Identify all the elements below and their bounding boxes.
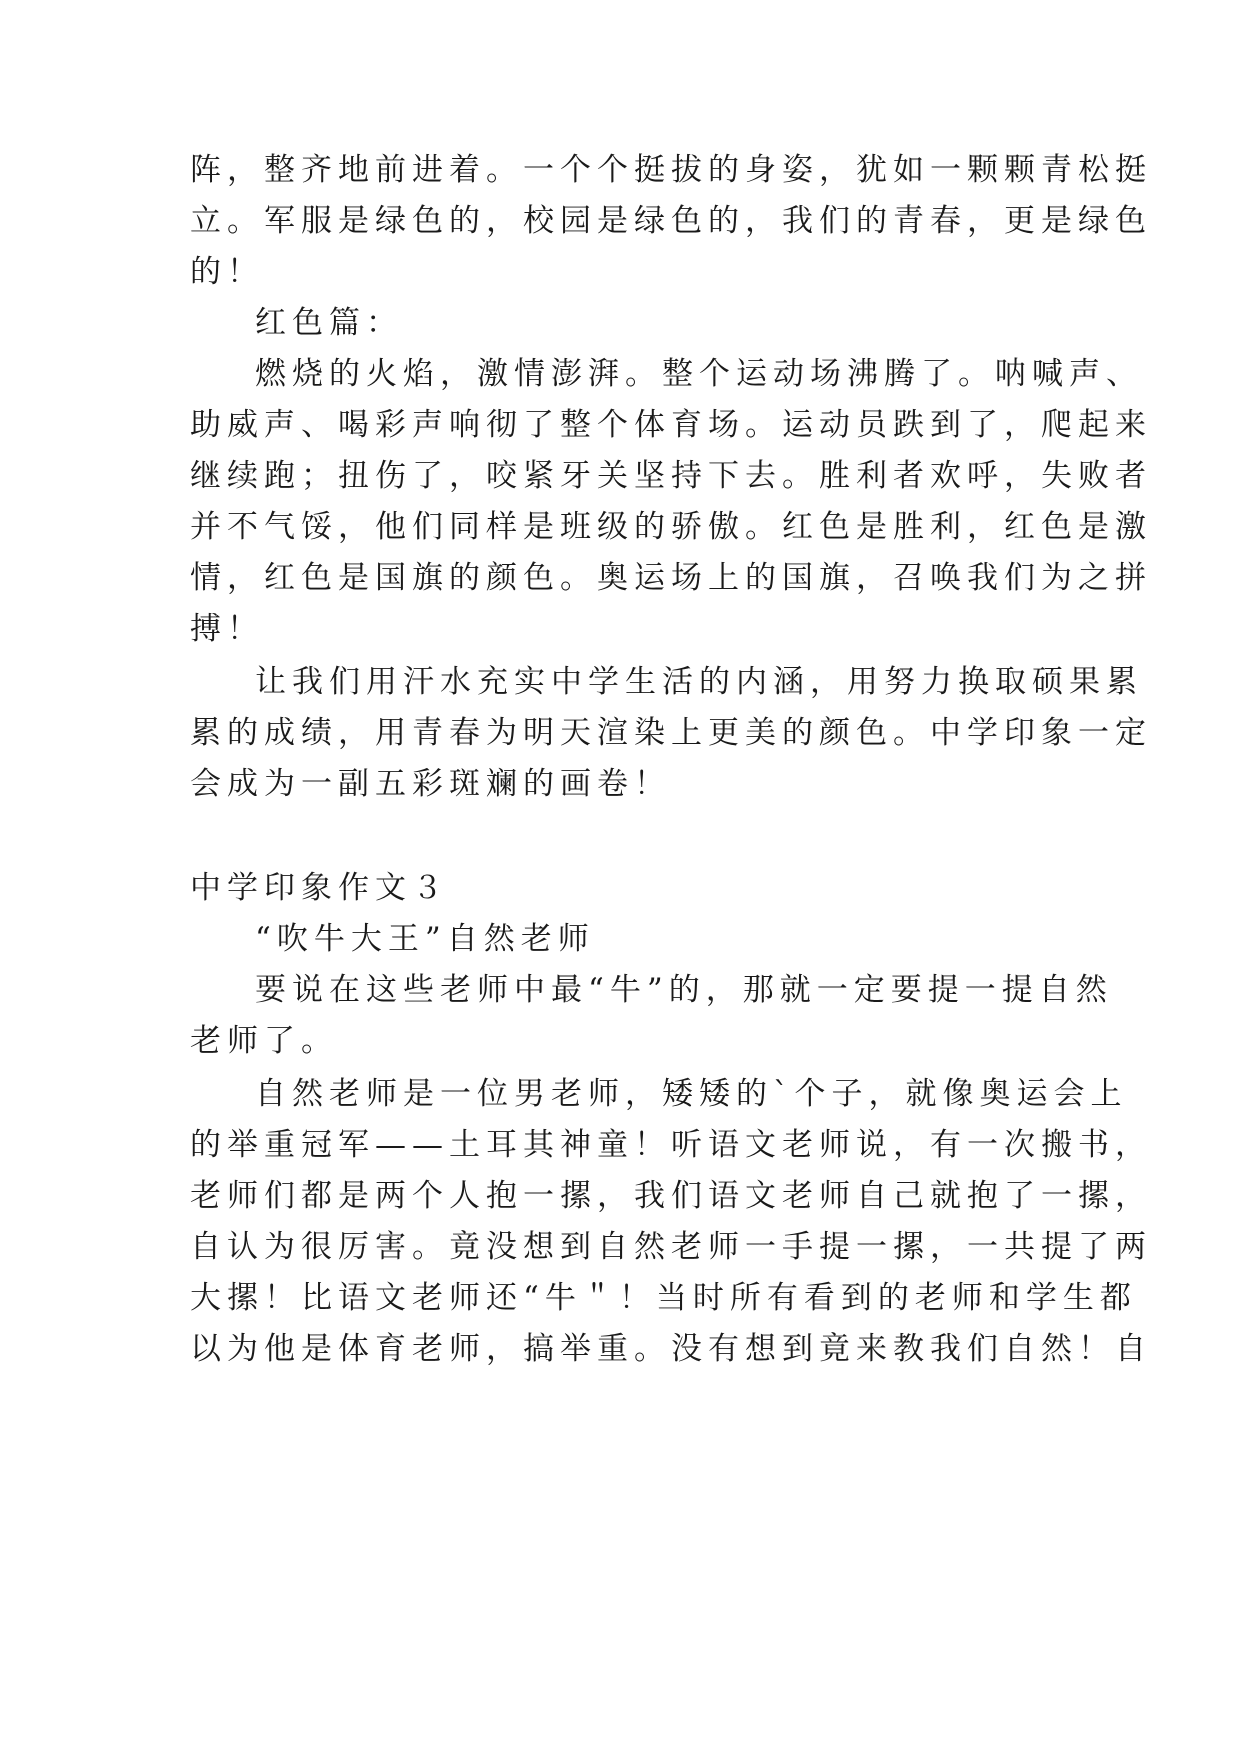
text-line: 阵，整齐地前进着。一个个挺拔的身姿，犹如一颗颗青松挺 (190, 152, 1152, 188)
text-line: 累的成绩，用青春为明天渲染上更美的颜色。中学印象一定 (190, 715, 1152, 751)
text-line: 立。军服是绿色的，校园是绿色的，我们的青春，更是绿色 (190, 203, 1152, 239)
text-line: 老师了。 (190, 1023, 338, 1059)
text-line: 会成为一副五彩斑斓的画卷！ (190, 766, 671, 802)
text-line: 让我们用汗水充实中学生活的内涵，用努力换取硕果累 (255, 664, 1143, 700)
text-line: 并不气馁，他们同样是班级的骄傲。红色是胜利，红色是激 (190, 509, 1152, 545)
text-line: 要说在这些老师中最“牛”的，那就一定要提一提自然 (255, 972, 1113, 1008)
text-line: 情，红色是国旗的颜色。奥运场上的国旗，召唤我们为之拼 (190, 560, 1152, 596)
text-line: 以为他是体育老师，搞举重。没有想到竟来教我们自然！自 (190, 1331, 1152, 1367)
text-line: 老师们都是两个人抱一摞，我们语文老师自己就抱了一摞， (190, 1178, 1152, 1214)
text-line: 大摞！比语文老师还“牛＂！当时所有看到的老师和学生都 (190, 1280, 1137, 1316)
text-line: 继续跑；扭伤了，咬紧牙关坚持下去。胜利者欢呼，失败者 (190, 458, 1152, 494)
essay-subtitle: “吹牛大王”自然老师 (255, 921, 595, 957)
text-line: 的！ (190, 254, 264, 290)
text-line: 的举重冠军——土耳其神童！听语文老师说，有一次搬书， (190, 1127, 1152, 1163)
text-line: 燃烧的火焰，激情澎湃。整个运动场沸腾了。呐喊声、 (255, 356, 1143, 392)
essay-title: 中学印象作文３ (190, 870, 449, 906)
section-heading: 红色篇： (255, 305, 403, 341)
text-line: 助威声、喝彩声响彻了整个体育场。运动员跌到了，爬起来 (190, 407, 1152, 443)
text-line: 自然老师是一位男老师，矮矮的`个子，就像奥运会上 (255, 1076, 1128, 1112)
text-line: 自认为很厉害。竟没想到自然老师一手提一摞，一共提了两 (190, 1229, 1152, 1265)
text-line: 搏！ (190, 611, 264, 647)
